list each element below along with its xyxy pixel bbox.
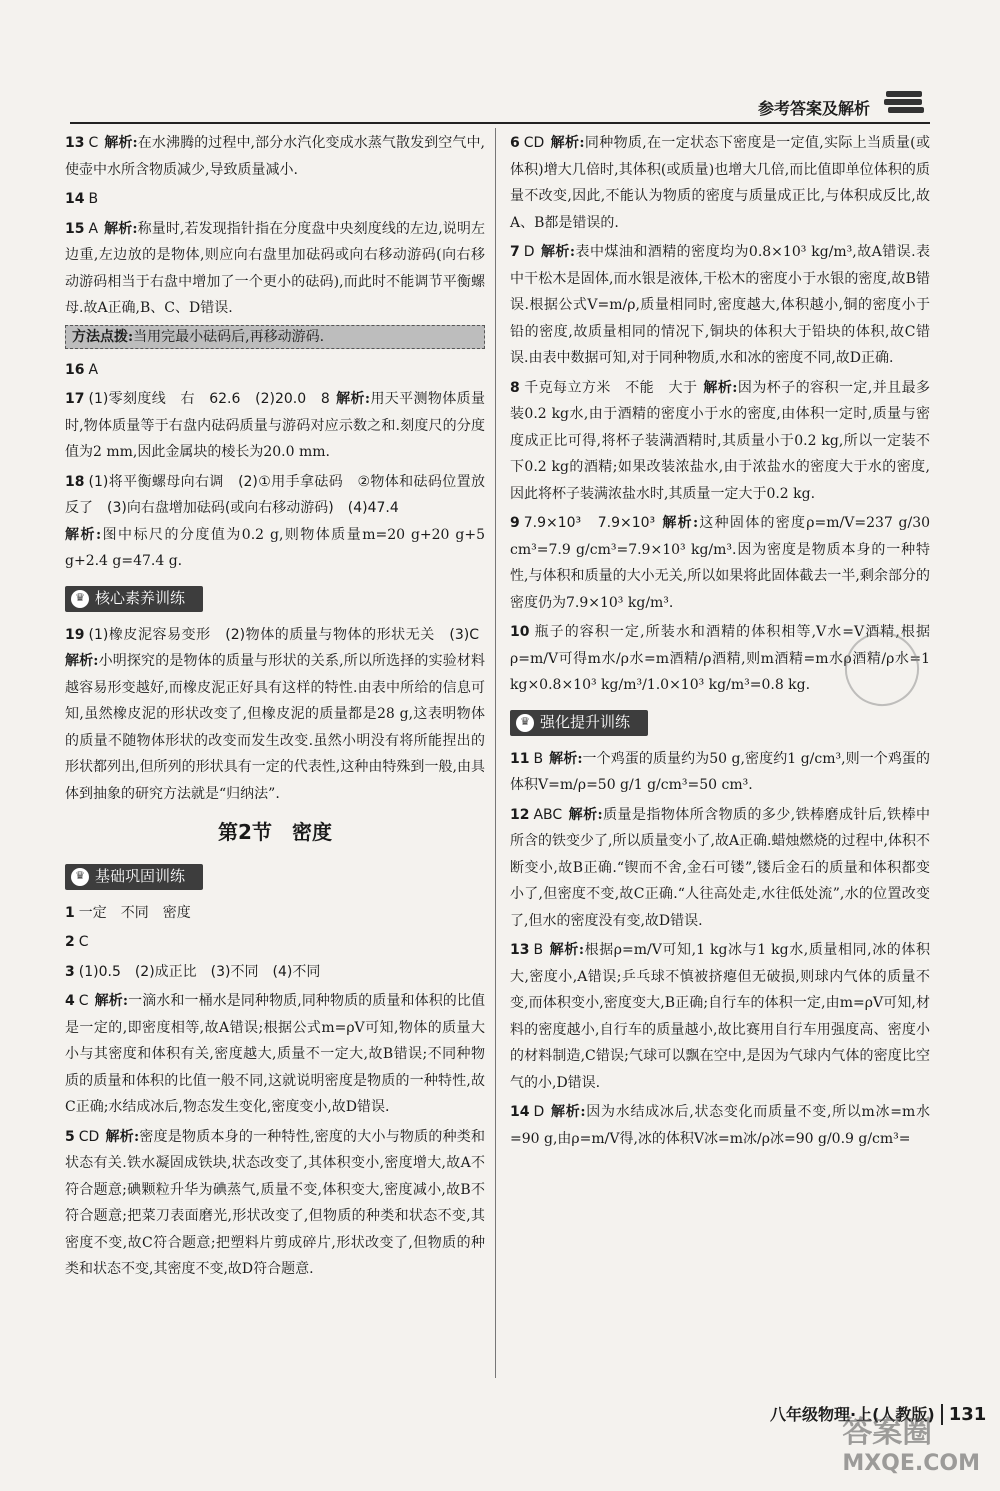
answer-15: 15 A 解析:称量时,若发现指针指在分度盘中央刻度线的左边,说明左边重,左边放的是物体,则应向右盘里加砝码或向右移动游码(向右移动游码相当于右盘中增加了一个更小的砝码),而此时不能调节平衡螺母.故A正确,B、C、D错误. — [65, 220, 485, 316]
watermark-url: MXQE.COM — [842, 1451, 980, 1476]
header-title: 参考答案及解析 — [757, 99, 870, 118]
answer-13b: 13 B 解析:根据ρ=m/V可知,1 kg冰与1 kg水,质量相同,冰的体积大,密度小,A错误;乒乓球不慎被挤瘪但无破损,则球内气体的质量不变,而体积变小,密度变大,B正确;自行车的体积一定,由m=ρV可知,材料的密度越小,自行车的质量越小,故比赛用自行车用强度高、密度小的材料制造,C错误;气球可以飘在空中,是因为气球内气体的密度比空气的小,D错误. — [510, 942, 930, 1091]
answer-10: 10 瓶子的容积一定,所装水和酒精的体积相等,V水=V酒精,根据ρ=m/V可得m水/ρ水=m酒精/ρ酒精,则m酒精=m水ρ酒精/ρ水=1 kg×0.8×10³ kg/m³/1.0×10³ kg/m³=0.8 kg. — [510, 624, 930, 693]
answer-7: 7 D 解析:表中煤油和酒精的密度均为0.8×10³ kg/m³,故A错误.表中干松木是固体,而水银是液体,干松木的密度小于水银的密度,故B错误.根据公式V=m/ρ,质量相同时,密度越大,体积越小,铜的密度小于铅的密度,故质量相同的情况下,铜块的体积大于铅块的体积,故C错误.由表中数据可知,对于同种物质,水和冰的密度不同,故D正确. — [510, 244, 931, 366]
section-title: 第2节 密度 — [218, 820, 332, 844]
answer-5: 5 CD 解析:密度是物质本身的一种特性,密度的大小与物质的种类和状态有关.铁水凝固成铁块,状态改变了,其体积变小,密度增大,故A不符合题意;碘颗粒升华为碘蒸气,质量不变,体积变大,密度减小,故B不符合题意;把菜刀表面磨光,形状改变了,但物质的种类和状态不变,其密度不变,故C符合题意;把塑料片剪成碎片,形状改变了,但物质的种类和状态不变,其密度不变,故D符合题意. — [65, 1128, 486, 1277]
page-header — [70, 96, 930, 124]
answer-16: 16 A — [65, 361, 99, 378]
answer-17: 17 (1)零刻度线 右 62.6 (2)20.0 8 解析:用天平测物体质量时,物体质量等于右盘内砝码质量与游码对应示数之和.刻度尺的分度值为2 mm,因此金属块的棱长为20.0 mm. — [65, 391, 486, 460]
answer-14: 14 B — [65, 191, 99, 207]
watermark-logo: 答案圈 — [842, 1415, 933, 1450]
answer-1: 1 一定 不同 密度 — [65, 904, 191, 921]
answer-14b: 14 D 解析:因为水结成冰后,状态变化而质量不变,所以m冰=m水=90 g,由ρ=m/V得,冰的体积V冰=m冰/ρ冰=90 g/0.9 g/cm³= — [510, 1104, 930, 1147]
answer-13: 13 C 解析:在水沸腾的过程中,部分水汽化变成水蒸气散发到空气中,使壶中水所含物质减少,导致质量减小. — [65, 135, 485, 178]
crown-icon: ♛ — [71, 590, 89, 608]
crown-icon: ♛ — [71, 868, 89, 886]
answer-19: 19 (1)橡皮泥容易变形 (2)物体的质量与物体的形状无关 (3)C解析:小明探究的是物体的质量与形状的关系,所以所选择的实验材料越容易形变越好,而橡皮泥正好具有这样的特性.由表中所给的信息可知,虽然橡皮泥的形状改变了,但橡皮泥的质量都是28 g,这表明物体的质量不随物体形状的改变而发生改变.虽然小明没有将所能捏出的形状都列出,但所列的形状具有一定的代表性,这种由特殊到一般,由具体到抽象的研究方法就是“归纳法”. — [65, 626, 486, 802]
answer-3: 3 (1)0.5 (2)成正比 (3)不同 (4)不同 — [65, 963, 321, 980]
page-number: 131 — [941, 1404, 987, 1425]
crown-icon: ♛ — [516, 714, 534, 732]
section-banner-core: ♛ 核心素养训练 — [65, 586, 203, 612]
left-column — [65, 130, 485, 1286]
book-stack-icon — [882, 88, 928, 118]
answer-6: 6 CD 解析:同种物质,在一定状态下密度是一定值,实际上当质量(或体积)增大几倍时,其体积(或质量)也增大几倍,而比值即单位体积的质量不改变,因此,不能认为物质的密度与质量成正比,与体积成反比,故A、B都是错误的. — [510, 135, 930, 231]
section-banner-basic: ♛ 基础巩固训练 — [65, 864, 203, 890]
answer-18: 18 (1)将平衡螺母向右调 (2)①用手拿砝码 ②物体和砝码位置放反了 (3)向右盘增加砝码(或向右移动游码) (4)47.4 解析:图中标尺的分度值为0.2 g,则物体质量m=20 g+20 g+5 g+2.4 g=47.4 g. — [65, 473, 485, 569]
method-tip: 方法点拨:当用完最小砝码后,再移动游码. — [65, 325, 485, 349]
site-watermark — [842, 1407, 980, 1476]
answer-9: 9 7.9×10³ 7.9×10³ 解析:这种固体的密度ρ=m/V=237 g/30 cm³=7.9 g/cm³=7.9×10³ kg/m³.因为密度是物质本身的一种特性,与体积和质量的大小无关,所以如果将此固体截去一半,剩余部分的密度仍为7.9×10³ kg/m³. — [510, 515, 931, 611]
section-banner-advanced: ♛ 强化提升训练 — [510, 710, 648, 736]
answer-12: 12 ABC 解析:质量是指物体所含物质的多少,铁棒磨成针后,铁棒中所含的铁变少了,所以质量变小了,故A正确.蜡烛燃烧的过程中,体积不断变小,故B正确.“锲而不舍,金石可镂”,镂后金石的质量和体积都变小了,但密度不变,故C正确.“人往高处走,水往低处流”,水的位置改变了,但水的密度没有变,故D错误. — [510, 806, 931, 929]
answer-11: 11 B 解析:一个鸡蛋的质量约为50 g,密度约1 g/cm³,则一个鸡蛋的体积V=m/ρ=50 g/1 g/cm³=50 cm³. — [510, 750, 930, 793]
answer-4: 4 C 解析:一滴水和一桶水是同种物质,同种物质的质量和体积的比值是一定的,即密度相等,故A错误;根据公式m=ρV可知,物体的质量大小与其密度和体积有关,密度越大,质量不一定大,故B错误;不同种物质的质量和体积的比值一般不同,这就说明密度是物质的一种特性,故C正确;水结成冰后,物态发生变化,密度变小,故D错误. — [65, 993, 485, 1115]
answer-8: 8 千克每立方米 不能 大于 解析:因为杯子的容积一定,并且最多装0.2 kg水,由于酒精的密度小于水的密度,由体积一定时,质量与密度成正比可得,将杯子装满酒精时,其质量小于0.2 kg,所以一定装不下0.2 kg的酒精;如果改装浓盐水,由于浓盐水的密度大于水的密度,因此将杯子装满浓盐水时,其质量一定大于0.2 kg. — [510, 379, 931, 502]
column-divider — [495, 128, 496, 1378]
answer-2: 2 C — [65, 934, 89, 950]
footer-text: 八年级物理·上(人教版) — [770, 1405, 935, 1424]
